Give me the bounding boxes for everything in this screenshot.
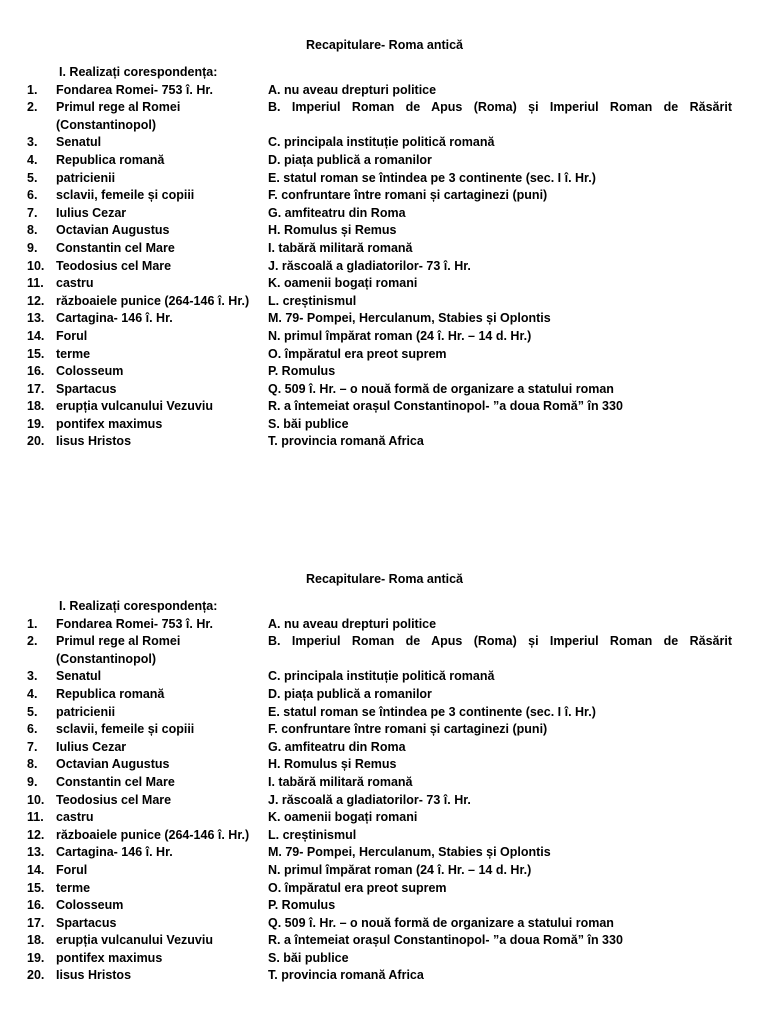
definition-right: C. principala instituție politică romană <box>268 135 495 150</box>
matching-row <box>0 633 768 668</box>
matching-row <box>0 880 768 898</box>
term-left: Octavian Augustus <box>56 757 170 772</box>
term-left: Fondarea Romei- 753 î. Hr. <box>56 82 213 97</box>
definition-right: E. statul roman se întindea pe 3 continente (sec. I î. Hr.) <box>268 170 596 185</box>
item-number: 18. <box>27 933 45 948</box>
matching-row <box>0 668 768 686</box>
term-left: războaiele punice (264-146 î. Hr.) <box>56 293 250 308</box>
item-number: 4. <box>27 686 38 701</box>
item-number: 19. <box>27 950 45 965</box>
matching-row <box>0 915 768 933</box>
term-left: Spartacus <box>56 381 117 396</box>
worksheet-title: Recapitulare- Roma antică <box>306 572 463 586</box>
term-left: Iisus Hristos <box>56 968 132 983</box>
definition-right: I. tabără militară romană <box>268 240 413 255</box>
term-left: erupția vulcanului Vezuviu <box>56 933 213 948</box>
term-left: sclavii, femeile și copiii <box>56 722 195 737</box>
definition-right: J. răscoală a gladiatorilor- 73 î. Hr. <box>268 792 471 807</box>
matching-row <box>0 739 768 757</box>
item-number: 7. <box>27 739 38 754</box>
term-left: Cartagina- 146 î. Hr. <box>56 311 173 326</box>
definition-right: O. împăratul era preot suprem <box>268 880 447 895</box>
definition-right: M. 79- Pompei, Herculanum, Stabies și Oplontis <box>268 311 551 326</box>
matching-row <box>0 756 768 774</box>
item-number: 5. <box>27 704 38 719</box>
matching-row <box>0 809 768 827</box>
item-number: 6. <box>27 722 38 737</box>
item-number: 8. <box>27 757 38 772</box>
definition-right: B. Imperiul Roman de Apus (Roma) și Imperiul Roman de Răsărit <box>268 634 732 649</box>
matching-row <box>0 950 768 968</box>
definition-right: P. Romulus <box>268 364 336 379</box>
definition-right: D. piața publică a romanilor <box>268 686 432 701</box>
term-left: patricienii <box>56 704 116 719</box>
item-number: 11. <box>27 810 44 825</box>
matching-row <box>0 275 768 293</box>
matching-row <box>0 328 768 346</box>
term-left: Octavian Augustus <box>56 223 170 238</box>
matching-row <box>0 897 768 915</box>
item-number: 15. <box>27 880 45 895</box>
item-number: 8. <box>27 223 38 238</box>
definition-right: T. provincia romană Africa <box>268 968 424 983</box>
matching-row <box>0 844 768 862</box>
term-left: castru <box>56 276 94 291</box>
item-number: 14. <box>27 328 45 343</box>
definition-right: F. confruntare între romani și cartaginezi (puni) <box>268 722 548 737</box>
definition-right: R. a întemeiat orașul Constantinopol- ”a doua Romă” în 330 <box>268 399 623 414</box>
definition-right: R. a întemeiat orașul Constantinopol- ”a doua Romă” în 330 <box>268 933 623 948</box>
item-number: 3. <box>27 135 38 150</box>
definition-right: I. tabără militară romană <box>268 774 413 789</box>
term-left: Fondarea Romei- 753 î. Hr. <box>56 616 213 631</box>
definition-right: P. Romulus <box>268 898 336 913</box>
term-left: Cartagina- 146 î. Hr. <box>56 845 173 860</box>
item-number: 14. <box>27 862 45 877</box>
item-number: 9. <box>27 774 38 789</box>
definition-right: E. statul roman se întindea pe 3 continente (sec. I î. Hr.) <box>268 704 596 719</box>
item-number: 1. <box>27 616 38 631</box>
matching-row <box>0 616 768 634</box>
term-left: Republica romană <box>56 152 165 167</box>
definition-right: L. creștinismul <box>268 827 357 842</box>
definition-right: L. creștinismul <box>268 293 357 308</box>
term-left: pontifex maximus <box>56 950 163 965</box>
item-number: 13. <box>27 311 45 326</box>
item-number: 10. <box>27 258 45 273</box>
definition-right: C. principala instituție politică romană <box>268 669 495 684</box>
matching-row <box>0 398 768 416</box>
matching-row <box>0 170 768 188</box>
term-left: sclavii, femeile și copiii <box>56 188 195 203</box>
term-left: Iulius Cezar <box>56 205 127 220</box>
item-number: 11. <box>27 276 44 291</box>
term-left: Teodosius cel Mare <box>56 792 172 807</box>
section-heading: I. Realizați corespondența: <box>59 599 218 613</box>
matching-row <box>0 240 768 258</box>
matching-row <box>0 258 768 276</box>
term-left: Republica romană <box>56 686 165 701</box>
matching-row <box>0 293 768 311</box>
matching-row <box>0 433 768 451</box>
section-heading: I. Realizați corespondența: <box>59 65 218 79</box>
item-number: 18. <box>27 399 45 414</box>
item-number: 1. <box>27 82 38 97</box>
matching-row <box>0 152 768 170</box>
matching-row <box>0 310 768 328</box>
matching-row <box>0 686 768 704</box>
definition-right: D. piața publică a romanilor <box>268 152 432 167</box>
definition-right: S. băi publice <box>268 950 349 965</box>
definition-right: K. oamenii bogați romani <box>268 810 418 825</box>
definition-right: S. băi publice <box>268 416 349 431</box>
term-left: Teodosius cel Mare <box>56 258 172 273</box>
definition-right: J. răscoală a gladiatorilor- 73 î. Hr. <box>268 258 471 273</box>
definition-right: O. împăratul era preot suprem <box>268 346 447 361</box>
item-number: 9. <box>27 240 38 255</box>
matching-row <box>0 827 768 845</box>
definition-right: N. primul împărat roman (24 î. Hr. – 14 d. Hr.) <box>268 862 532 877</box>
matching-list <box>0 616 768 985</box>
term-left: Senatul <box>56 135 102 150</box>
definition-right: T. provincia romană Africa <box>268 434 424 449</box>
term-left: terme <box>56 880 91 895</box>
term-left: castru <box>56 810 94 825</box>
term-left: Constantin cel Mare <box>56 240 175 255</box>
item-number: 12. <box>27 827 45 842</box>
term-left: războaiele punice (264-146 î. Hr.) <box>56 827 250 842</box>
definition-right: A. nu aveau drepturi politice <box>268 82 437 97</box>
item-number: 6. <box>27 188 38 203</box>
matching-row <box>0 967 768 985</box>
item-number: 17. <box>27 381 45 396</box>
definition-right: H. Romulus și Remus <box>268 757 397 772</box>
item-number: 20. <box>27 968 45 983</box>
term-left: erupția vulcanului Vezuviu <box>56 399 213 414</box>
matching-row <box>0 346 768 364</box>
term-left: Constantin cel Mare <box>56 774 175 789</box>
matching-row <box>0 416 768 434</box>
item-number: 5. <box>27 170 38 185</box>
matching-row <box>0 363 768 381</box>
term-left: Forul <box>56 862 88 877</box>
matching-row <box>0 222 768 240</box>
matching-row <box>0 704 768 722</box>
definition-right: A. nu aveau drepturi politice <box>268 616 437 631</box>
definition-right: N. primul împărat roman (24 î. Hr. – 14 d. Hr.) <box>268 328 532 343</box>
item-number: 16. <box>27 898 45 913</box>
term-left: patricienii <box>56 170 116 185</box>
matching-row <box>0 99 768 134</box>
matching-row <box>0 721 768 739</box>
definition-right: B. Imperiul Roman de Apus (Roma) și Imperiul Roman de Răsărit <box>268 100 732 115</box>
matching-row <box>0 792 768 810</box>
worksheet-title: Recapitulare- Roma antică <box>306 38 463 52</box>
definition-right: M. 79- Pompei, Herculanum, Stabies și Oplontis <box>268 845 551 860</box>
term-left: Colosseum <box>56 898 124 913</box>
term-left: terme <box>56 346 91 361</box>
item-number: 4. <box>27 152 38 167</box>
item-number: 2. <box>27 100 38 115</box>
definition-right: Q. 509 î. Hr. – o nouă formă de organizare a statului roman <box>268 915 614 930</box>
item-number: 15. <box>27 346 45 361</box>
matching-list <box>0 82 768 451</box>
matching-row <box>0 205 768 223</box>
definition-right: Q. 509 î. Hr. – o nouă formă de organizare a statului roman <box>268 381 614 396</box>
definition-right: F. confruntare între romani și cartaginezi (puni) <box>268 188 548 203</box>
term-left: Colosseum <box>56 364 124 379</box>
term-left: Iulius Cezar <box>56 739 127 754</box>
matching-row <box>0 774 768 792</box>
term-left: Iisus Hristos <box>56 434 132 449</box>
item-number: 2. <box>27 634 38 649</box>
item-number: 12. <box>27 293 45 308</box>
item-number: 13. <box>27 845 45 860</box>
definition-right: G. amfiteatru din Roma <box>268 205 406 220</box>
item-number: 7. <box>27 205 38 220</box>
matching-row <box>0 82 768 100</box>
definition-right: K. oamenii bogați romani <box>268 276 418 291</box>
matching-row <box>0 381 768 399</box>
term-left: Senatul <box>56 669 102 684</box>
matching-row <box>0 187 768 205</box>
item-number: 17. <box>27 915 45 930</box>
term-left: pontifex maximus <box>56 416 163 431</box>
item-number: 3. <box>27 669 38 684</box>
worksheet-copy-1 <box>0 36 768 451</box>
term-left: Forul <box>56 328 88 343</box>
definition-right: G. amfiteatru din Roma <box>268 739 406 754</box>
worksheet-copy-2 <box>0 570 768 985</box>
definition-right: H. Romulus și Remus <box>268 223 397 238</box>
term-left: Primul rege al Romei (Constantinopol) <box>56 100 181 132</box>
term-left: Spartacus <box>56 915 117 930</box>
item-number: 10. <box>27 792 45 807</box>
matching-row <box>0 862 768 880</box>
matching-row <box>0 134 768 152</box>
item-number: 19. <box>27 416 45 431</box>
term-left: Primul rege al Romei (Constantinopol) <box>56 634 181 666</box>
matching-row <box>0 932 768 950</box>
item-number: 20. <box>27 434 45 449</box>
item-number: 16. <box>27 364 45 379</box>
